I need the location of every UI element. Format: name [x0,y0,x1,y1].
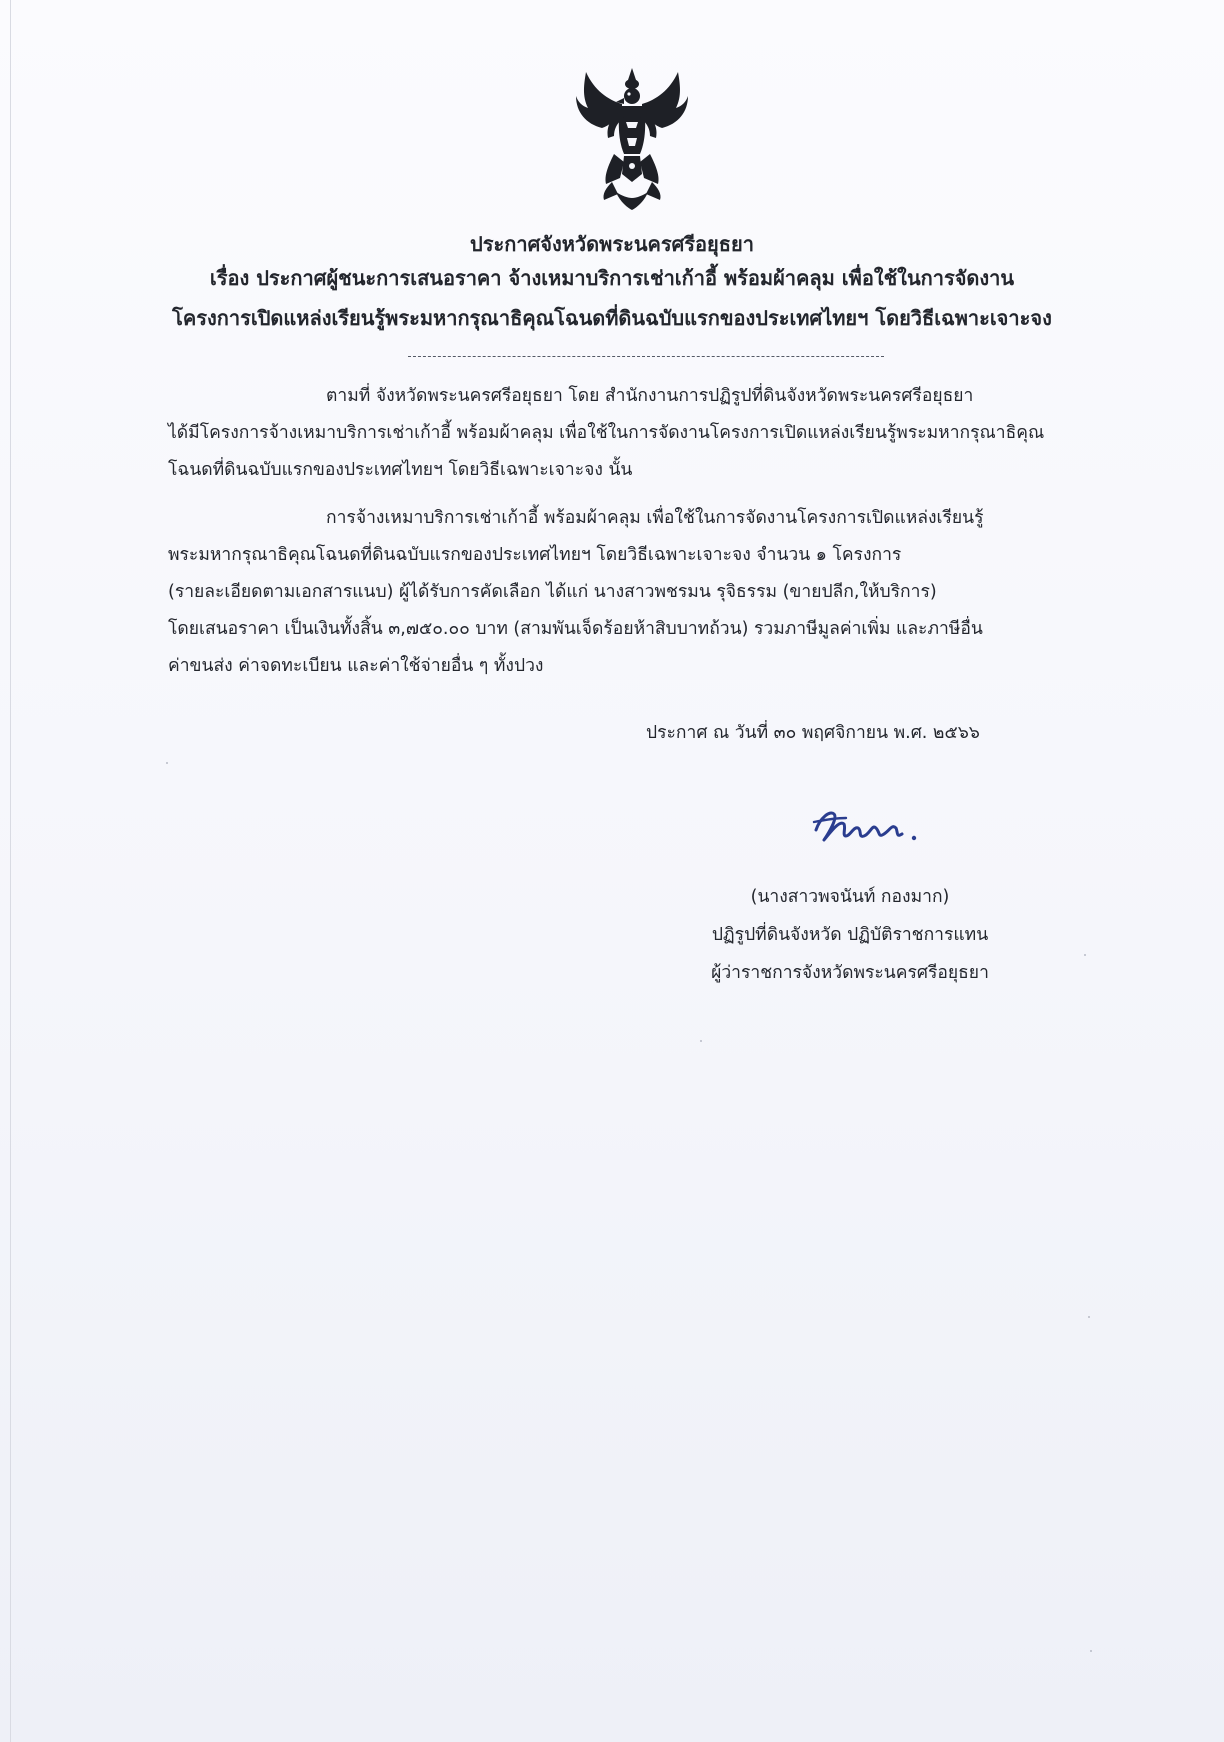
scan-speck [1090,1650,1092,1652]
signer-position-line-1: ปฏิรูปที่ดินจังหวัด ปฏิบัติราชการแทน [711,925,989,945]
signature-block [680,878,1020,992]
announcement-subject-line-1: เรื่อง ประกาศผู้ชนะการเสนอราคา จ้างเหมาบริการเช่าเก้าอี้ พร้อมผ้าคลุม เพื่อใช้ในการจัดงาน [209,266,1015,290]
paragraph-line: ได้มีโครงการจ้างเหมาบริการเช่าเก้าอี้ พร้อมผ้าคลุม เพื่อใช้ในการจัดงานโครงการเปิดแหล่งเรียนรู้พระมหากรุณาธิคุณ [168,423,1045,443]
scan-speck [700,1040,702,1042]
signer-name: (นางสาวพจนันท์ กองมาก) [750,887,950,907]
scan-speck [166,762,168,764]
paragraph-background [168,378,1118,489]
paragraph-line: โฉนดที่ดินฉบับแรกของประเทศไทยฯ โดยวิธีเฉพาะเจาะจง นั้น [168,460,633,480]
garuda-emblem-icon [572,62,692,212]
paragraph-line: ค่าขนส่ง ค่าจดทะเบียน และค่าใช้จ่ายอื่น ๆ ทั้งปวง [168,656,544,676]
announcement-subject-line-2: โครงการเปิดแหล่งเรียนรู้พระมหากรุณาธิคุณโฉนดที่ดินฉบับแรกของประเทศไทยฯ โดยวิธีเฉพาะเจาะจง [172,306,1052,330]
paragraph-line: พระมหากรุณาธิคุณโฉนดที่ดินฉบับแรกของประเทศไทยฯ โดยวิธีเฉพาะเจาะจง จำนวน ๑ โครงการ [168,545,902,565]
scan-speck [1084,954,1086,956]
paragraph-line: โดยเสนอราคา เป็นเงินทั้งสิ้น ๓,๗๕๐.๐๐ บาท (สามพันเจ็ดร้อยห้าสิบบาทถ้วน) รวมภาษีมูลค่าเพิ่ม และภาษีอื่น [168,619,983,639]
dashed-separator [408,356,884,357]
paragraph-line: ตามที่ จังหวัดพระนครศรีอยุธยา โดย สำนักงานการปฏิรูปที่ดินจังหวัดพระนครศรีอยุธยา [326,386,974,406]
paragraph-award [168,500,1118,685]
scan-speck [1088,1316,1090,1318]
announcement-date: ประกาศ ณ วันที่ ๓๐ พฤศจิกายน พ.ศ. ๒๕๖๖ [646,723,980,743]
handwritten-signature [810,800,970,850]
signer-position-line-2: ผู้ว่าราชการจังหวัดพระนครศรีอยุธยา [711,963,989,983]
paragraph-line: การจ้างเหมาบริการเช่าเก้าอี้ พร้อมผ้าคลุม เพื่อใช้ในการจัดงานโครงการเปิดแหล่งเรียนรู้ [326,508,984,528]
announcement-agency-title: ประกาศจังหวัดพระนครศรีอยุธยา [470,232,754,256]
paragraph-line: (รายละเอียดตามเอกสารแนบ) ผู้ได้รับการคัดเลือก ได้แก่ นางสาวพชรมน รุจิธรรม (ขายปลีก,ให้บริการ) [168,582,937,602]
